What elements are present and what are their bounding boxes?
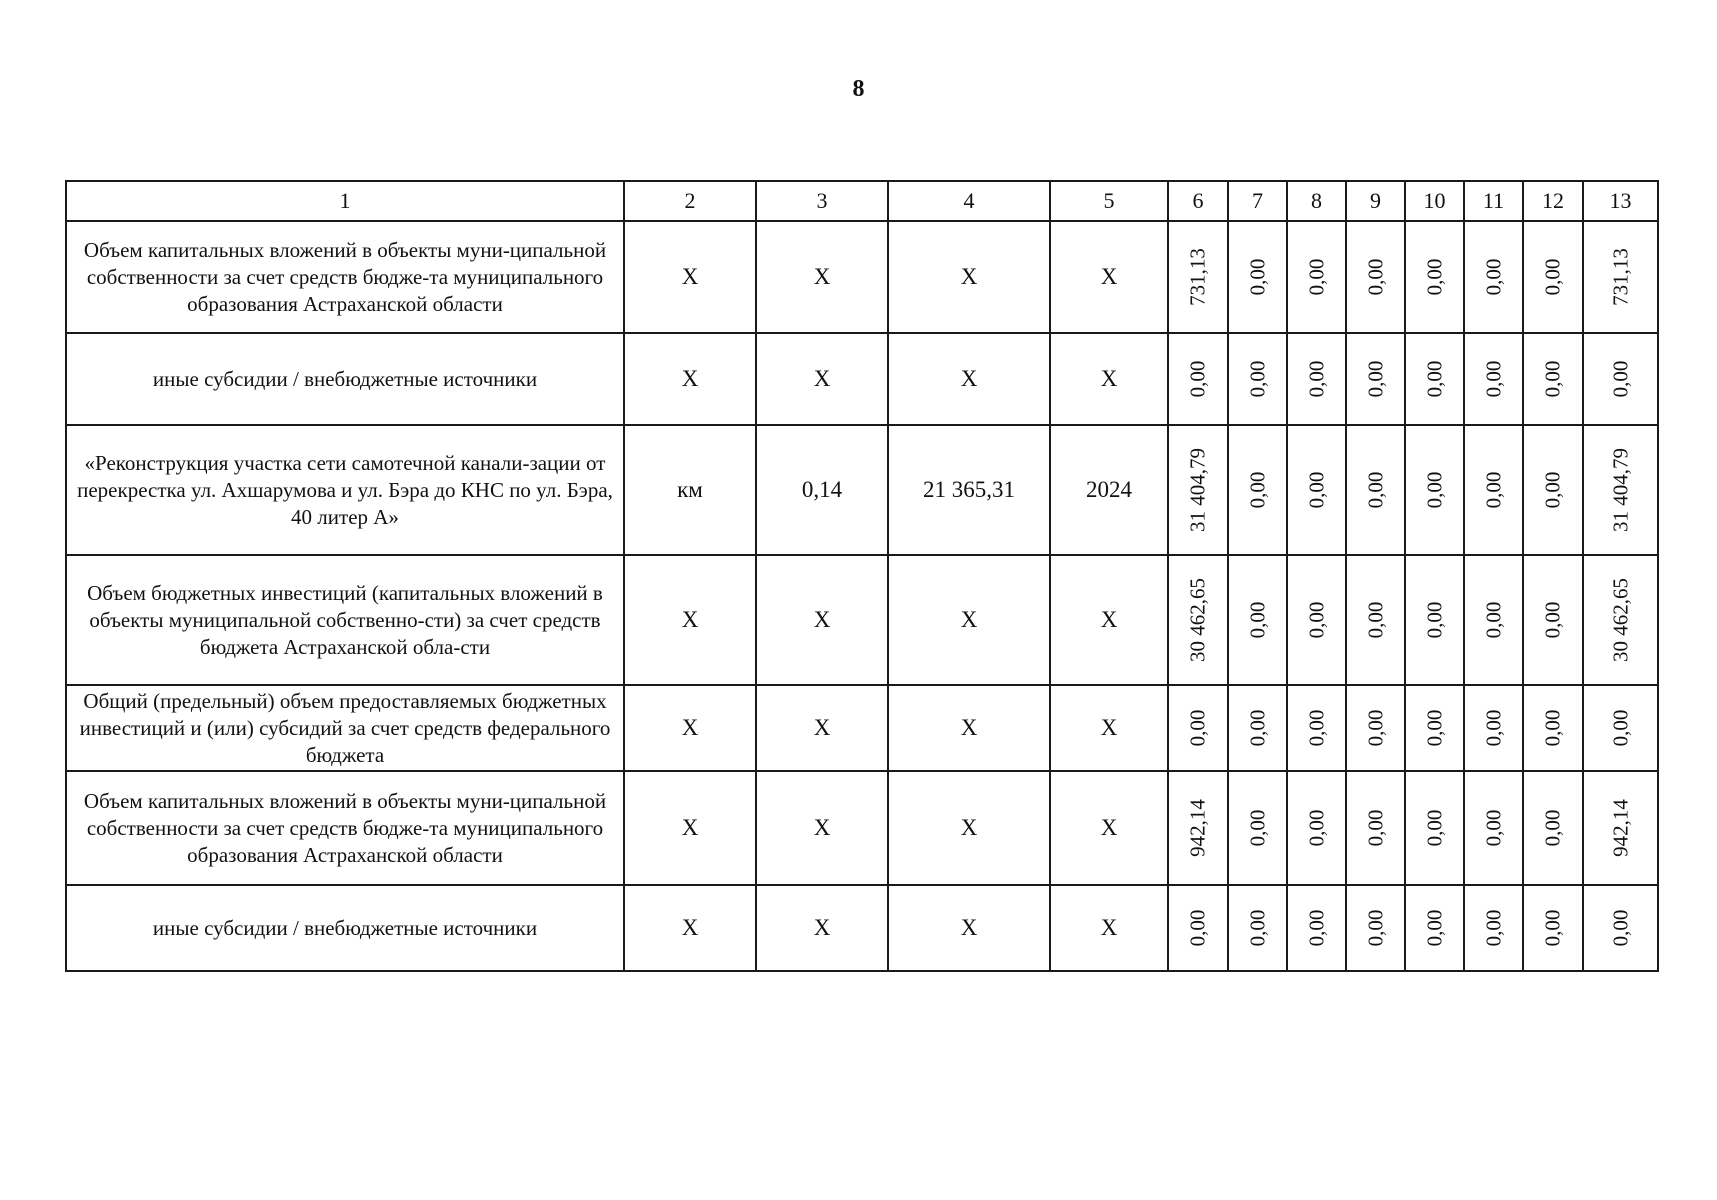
value-text: 0,00 (1540, 258, 1565, 296)
value-text: 31 404,79 (1185, 448, 1210, 532)
value-cell (1464, 221, 1523, 333)
column-number: 8 (1287, 181, 1346, 221)
value-text: 0,00 (1481, 809, 1505, 847)
value-cell (1287, 555, 1346, 685)
quantity-cell: X (756, 221, 888, 333)
value-cell (1346, 771, 1405, 885)
column-number: 1 (66, 181, 624, 221)
value-text: 30 462,65 (1608, 578, 1632, 662)
value-cell (1287, 685, 1346, 771)
value-text: 0,00 (1185, 909, 1210, 947)
value-cell (1228, 685, 1287, 771)
value-cell (1228, 771, 1287, 885)
value-text: 0,00 (1363, 360, 1387, 398)
value-text: 0,00 (1304, 258, 1328, 296)
value-text: 0,00 (1245, 258, 1269, 296)
cost-cell: X (888, 771, 1050, 885)
table-row (66, 333, 1658, 425)
table-row (66, 425, 1658, 555)
year-cell: X (1050, 221, 1168, 333)
value-cell (1523, 333, 1583, 425)
value-text: 0,00 (1540, 360, 1565, 398)
table-row (66, 685, 1658, 771)
cost-cell: X (888, 685, 1050, 771)
row-description: Объем бюджетных инвестиций (капитальных вложений в объекты муниципальной собственно-сти) за счет средств бюджета Астраханской обла-сти (66, 555, 624, 685)
value-text: 0,00 (1422, 471, 1446, 509)
value-text: 0,00 (1608, 360, 1632, 398)
row-description: «Реконструкция участка сети самотечной канали-зации от перекрестка ул. Ахшарумова и ул. Бэра до КНС по ул. Бэра, 40 литер А» (66, 425, 624, 555)
value-cell (1523, 685, 1583, 771)
value-text: 0,00 (1540, 601, 1565, 639)
cost-cell: X (888, 555, 1050, 685)
column-number: 5 (1050, 181, 1168, 221)
column-number: 3 (756, 181, 888, 221)
value-text: 942,14 (1608, 799, 1632, 857)
value-text: 0,00 (1304, 909, 1328, 947)
value-cell (1346, 555, 1405, 685)
value-cell (1168, 425, 1228, 555)
value-cell (1228, 333, 1287, 425)
row-description: Объем капитальных вложений в объекты муни-ципальной собственности за счет средств бюдже-та муниципального образования Астраханской области (66, 221, 624, 333)
value-text: 0,00 (1608, 909, 1632, 947)
column-number: 9 (1346, 181, 1405, 221)
value-text: 0,00 (1422, 809, 1446, 847)
value-cell (1583, 333, 1658, 425)
value-text: 0,00 (1363, 258, 1387, 296)
page-number: 8 (852, 76, 865, 102)
year-cell: X (1050, 771, 1168, 885)
value-cell (1168, 333, 1228, 425)
cost-cell: X (888, 333, 1050, 425)
value-cell (1464, 555, 1523, 685)
value-cell (1287, 425, 1346, 555)
value-text: 0,00 (1481, 909, 1505, 947)
value-text: 0,00 (1363, 709, 1387, 747)
value-text: 0,00 (1481, 709, 1505, 747)
value-cell (1346, 685, 1405, 771)
value-cell (1583, 771, 1658, 885)
row-description: иные субсидии / внебюджетные источники (66, 333, 624, 425)
value-cell (1583, 425, 1658, 555)
value-text: 0,00 (1422, 601, 1446, 639)
row-description: Объем капитальных вложений в объекты муни-ципальной собственности за счет средств бюдже-та муниципального образования Астраханской области (66, 771, 624, 885)
value-cell (1464, 771, 1523, 885)
unit-cell: X (624, 333, 756, 425)
value-text: 0,00 (1245, 360, 1269, 398)
value-cell (1405, 685, 1464, 771)
value-cell (1168, 885, 1228, 971)
column-number: 6 (1168, 181, 1228, 221)
cost-cell: X (888, 885, 1050, 971)
value-cell (1287, 885, 1346, 971)
value-cell (1405, 771, 1464, 885)
table-row (66, 555, 1658, 685)
value-cell (1168, 555, 1228, 685)
value-text: 0,00 (1245, 709, 1269, 747)
value-cell (1228, 885, 1287, 971)
unit-cell: км (624, 425, 756, 555)
unit-cell: X (624, 555, 756, 685)
year-cell: X (1050, 333, 1168, 425)
budget-table (65, 180, 1659, 972)
value-text: 0,00 (1422, 258, 1446, 296)
value-text: 0,00 (1481, 601, 1505, 639)
value-text: 0,00 (1245, 471, 1269, 509)
value-cell (1523, 771, 1583, 885)
value-text: 0,00 (1363, 471, 1387, 509)
value-cell (1583, 221, 1658, 333)
quantity-cell: X (756, 333, 888, 425)
value-text: 0,00 (1481, 258, 1505, 296)
value-text: 0,00 (1304, 471, 1328, 509)
value-cell (1405, 885, 1464, 971)
value-text: 0,00 (1540, 471, 1565, 509)
row-description: иные субсидии / внебюджетные источники (66, 885, 624, 971)
value-text: 0,00 (1363, 601, 1387, 639)
column-number: 7 (1228, 181, 1287, 221)
quantity-cell: X (756, 771, 888, 885)
year-cell: X (1050, 885, 1168, 971)
value-text: 0,00 (1422, 709, 1446, 747)
column-number: 11 (1464, 181, 1523, 221)
year-cell: X (1050, 555, 1168, 685)
row-description: Общий (предельный) объем предоставляемых бюджетных инвестиций и (или) субсидий за счет средств федерального бюджета (66, 685, 624, 771)
value-cell (1405, 555, 1464, 685)
column-number: 10 (1405, 181, 1464, 221)
value-cell (1168, 221, 1228, 333)
column-number: 13 (1583, 181, 1658, 221)
value-text: 0,00 (1304, 709, 1328, 747)
value-text: 0,00 (1540, 909, 1565, 947)
value-cell (1228, 555, 1287, 685)
table-row (66, 885, 1658, 971)
value-text: 0,00 (1245, 809, 1269, 847)
value-cell (1583, 685, 1658, 771)
quantity-cell: 0,14 (756, 425, 888, 555)
year-cell: X (1050, 685, 1168, 771)
value-text: 0,00 (1245, 909, 1269, 947)
value-cell (1523, 221, 1583, 333)
table-row (66, 221, 1658, 333)
value-cell (1523, 555, 1583, 685)
value-cell (1583, 885, 1658, 971)
value-text: 0,00 (1422, 909, 1446, 947)
value-cell (1464, 333, 1523, 425)
unit-cell: X (624, 885, 756, 971)
value-text: 0,00 (1304, 360, 1328, 398)
value-text: 30 462,65 (1185, 578, 1210, 662)
column-number: 4 (888, 181, 1050, 221)
unit-cell: X (624, 685, 756, 771)
value-cell (1346, 333, 1405, 425)
value-cell (1523, 425, 1583, 555)
value-text: 0,00 (1185, 709, 1210, 747)
cost-cell: X (888, 221, 1050, 333)
value-text: 0,00 (1304, 601, 1328, 639)
value-text: 0,00 (1540, 709, 1565, 747)
quantity-cell: X (756, 555, 888, 685)
value-text: 942,14 (1185, 799, 1210, 857)
value-text: 31 404,79 (1608, 448, 1632, 532)
value-text: 0,00 (1608, 709, 1632, 747)
value-cell (1287, 771, 1346, 885)
value-text: 731,13 (1185, 248, 1210, 306)
value-text: 0,00 (1245, 601, 1269, 639)
value-cell (1346, 221, 1405, 333)
value-text: 0,00 (1481, 471, 1505, 509)
value-text: 0,00 (1185, 360, 1210, 398)
value-text: 731,13 (1608, 248, 1632, 306)
unit-cell: X (624, 771, 756, 885)
value-cell (1405, 333, 1464, 425)
value-text: 0,00 (1422, 360, 1446, 398)
value-cell (1346, 425, 1405, 555)
value-text: 0,00 (1363, 809, 1387, 847)
table-row (66, 771, 1658, 885)
value-cell (1523, 885, 1583, 971)
value-text: 0,00 (1481, 360, 1505, 398)
quantity-cell: X (756, 685, 888, 771)
value-cell (1346, 885, 1405, 971)
year-cell: 2024 (1050, 425, 1168, 555)
value-cell (1405, 425, 1464, 555)
quantity-cell: X (756, 885, 888, 971)
value-cell (1464, 425, 1523, 555)
value-text: 0,00 (1363, 909, 1387, 947)
cost-cell: 21 365,31 (888, 425, 1050, 555)
column-number: 12 (1523, 181, 1583, 221)
column-number: 2 (624, 181, 756, 221)
value-text: 0,00 (1304, 809, 1328, 847)
value-cell (1287, 333, 1346, 425)
unit-cell: X (624, 221, 756, 333)
value-cell (1464, 685, 1523, 771)
value-cell (1228, 425, 1287, 555)
value-cell (1464, 885, 1523, 971)
value-cell (1168, 685, 1228, 771)
value-text: 0,00 (1540, 809, 1565, 847)
column-number-row (66, 181, 1658, 221)
value-cell (1405, 221, 1464, 333)
value-cell (1287, 221, 1346, 333)
value-cell (1168, 771, 1228, 885)
value-cell (1583, 555, 1658, 685)
value-cell (1228, 221, 1287, 333)
